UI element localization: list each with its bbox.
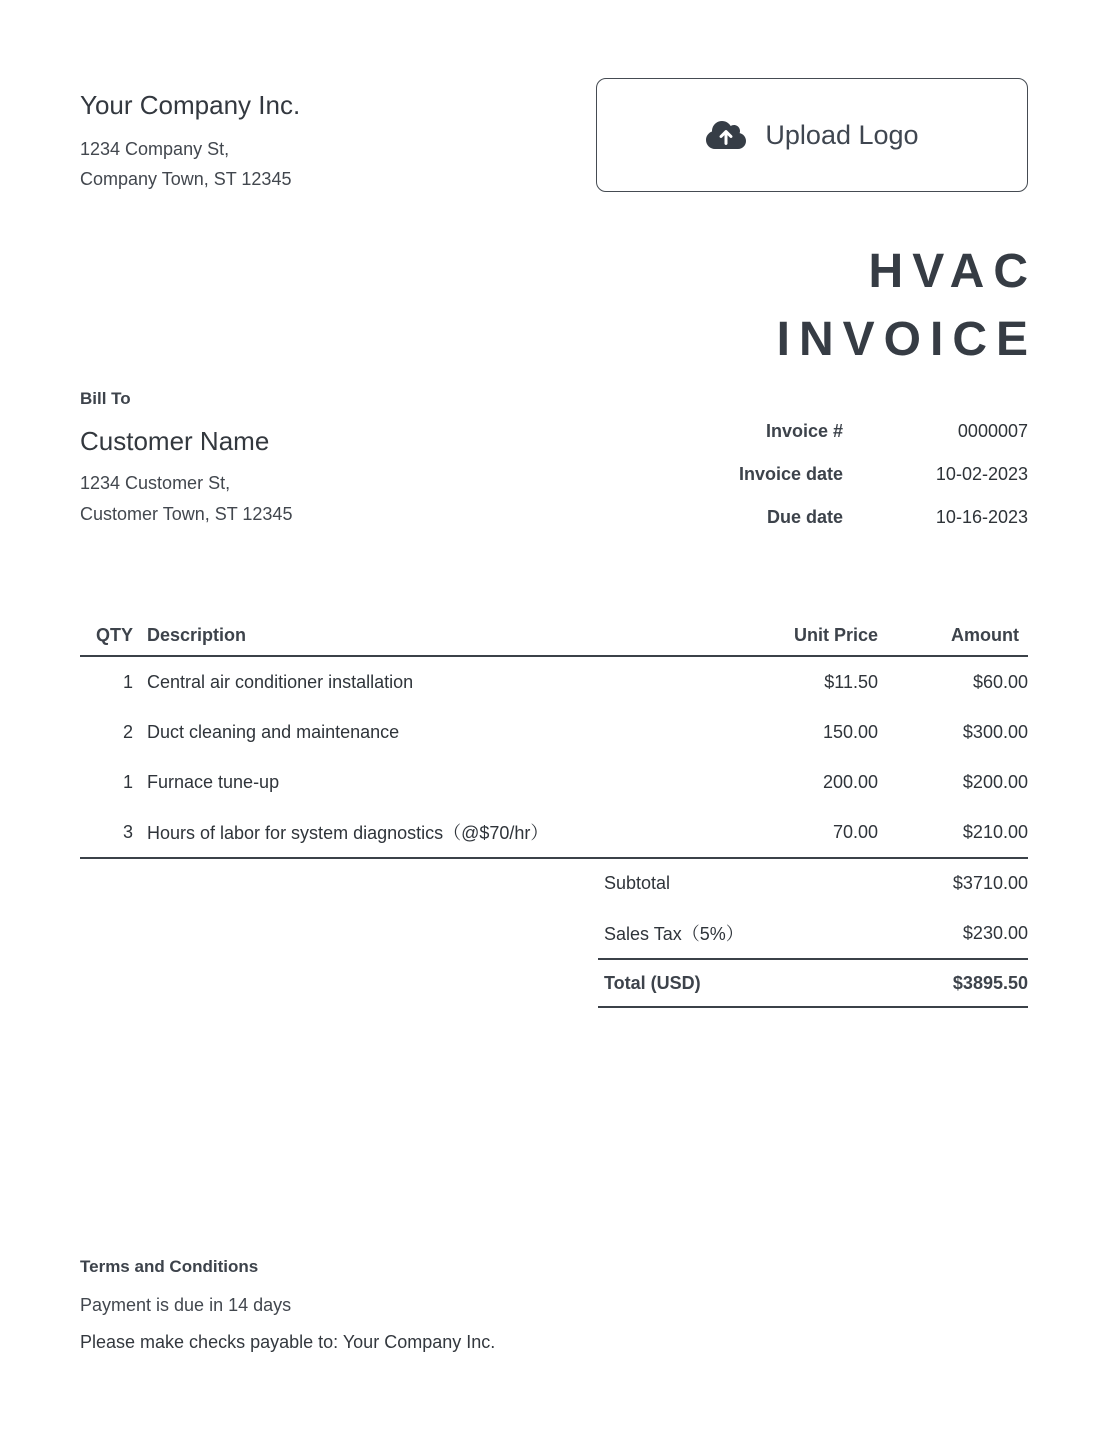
total-label: Total (USD)	[604, 972, 701, 993]
amount-column-header: Amount	[951, 625, 1019, 645]
item-description: Hours of labor for system diagnostics（@$70/hr）	[147, 823, 549, 843]
company-address-line2: Company Town, ST 12345	[80, 169, 292, 189]
line-items-table	[80, 616, 1028, 859]
item-unit-price: 200.00	[822, 771, 878, 792]
company-name: Your Company Inc.	[80, 90, 301, 120]
item-amount: $60.00	[972, 671, 1028, 692]
item-unit-price: 150.00	[822, 721, 878, 742]
table-row	[80, 707, 1028, 757]
customer-address-line1: 1234 Customer St,	[80, 473, 231, 493]
item-description: Furnace tune-up	[147, 771, 280, 792]
invoice-number-value: 0000007	[957, 421, 1028, 441]
invoice-date-label: Invoice date	[738, 464, 843, 484]
item-qty: 2	[122, 721, 133, 742]
document-title: HVAC INVOICE	[776, 245, 1037, 366]
total-value: $3895.50	[952, 972, 1028, 993]
invoice-date-value: 10-02-2023	[935, 464, 1028, 484]
terms-heading: Terms and Conditions	[80, 1257, 259, 1276]
terms-section	[80, 1258, 495, 1353]
table-row	[80, 807, 1028, 857]
bill-to-label: Bill To	[80, 389, 131, 408]
upload-logo-label: Upload Logo	[765, 119, 919, 150]
due-date-value: 10-16-2023	[935, 507, 1028, 527]
table-body	[80, 657, 1028, 859]
item-description: Duct cleaning and maintenance	[147, 721, 400, 742]
company-address-line1: 1234 Company St,	[80, 139, 230, 159]
totals-section	[598, 858, 1028, 1008]
customer-address-line2: Customer Town, ST 12345	[80, 504, 293, 524]
terms-line1: Payment is due in 14 days	[80, 1295, 292, 1315]
qty-column-header: QTY	[95, 625, 133, 645]
bill-to-section	[80, 390, 292, 530]
total-row	[598, 958, 1028, 1008]
unit-price-column-header: Unit Price	[793, 625, 878, 645]
table-header-row	[80, 616, 1028, 657]
cloud-upload-icon	[705, 119, 747, 151]
subtotal-value: $3710.00	[952, 872, 1028, 893]
item-amount: $300.00	[962, 721, 1028, 742]
item-amount: $210.00	[962, 821, 1028, 842]
upload-logo-button[interactable]	[596, 78, 1028, 192]
customer-address	[80, 468, 292, 530]
sales-tax-row	[598, 908, 1028, 958]
invoice-meta	[739, 410, 1028, 539]
company-address	[80, 134, 300, 194]
item-description: Central air conditioner installation	[147, 671, 414, 692]
sales-tax-value: $230.00	[962, 922, 1028, 943]
description-column-header: Description	[147, 625, 247, 645]
item-qty: 1	[122, 671, 133, 692]
table-row	[80, 657, 1028, 707]
terms-line2: Please make checks payable to: Your Company Inc.	[80, 1332, 496, 1352]
item-amount: $200.00	[962, 771, 1028, 792]
due-date-label: Due date	[766, 507, 843, 527]
subtotal-row	[598, 858, 1028, 908]
table-row	[80, 757, 1028, 807]
item-unit-price: $11.50	[824, 671, 878, 692]
company-info	[80, 90, 300, 194]
item-unit-price: 70.00	[832, 821, 878, 842]
item-qty: 1	[122, 771, 133, 792]
subtotal-label: Subtotal	[604, 872, 671, 893]
item-qty: 3	[122, 821, 133, 842]
customer-name: Customer Name	[80, 426, 270, 456]
sales-tax-label: Sales Tax（5%）	[604, 924, 744, 944]
invoice-number-label: Invoice #	[765, 421, 843, 441]
